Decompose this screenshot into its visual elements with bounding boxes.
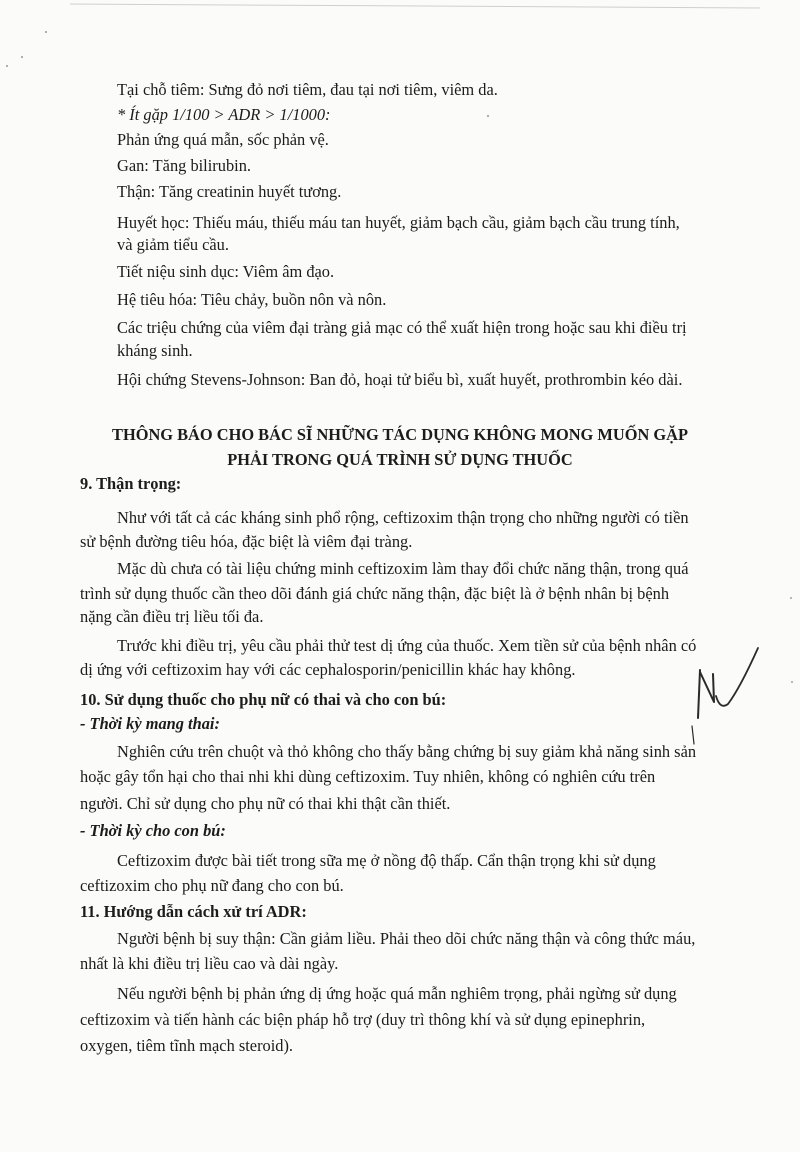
section-9-p3-line-2: dị ứng với ceftizoxim hay với các cephalosporin/penicillin khác hay không. (80, 660, 576, 679)
section-9-p1-line-1: Như với tất cả các kháng sinh phổ rộng, ceftizoxim thận trọng cho những người có tiền (117, 508, 689, 527)
pregnancy-line-3: người. Chỉ sử dụng cho phụ nữ có thai khi thật cần thiết. (80, 794, 451, 813)
adr-colitis-line-1: Các triệu chứng của viêm đại tràng giả mạc có thể xuất hiện trong hoặc sau khi điều trị (117, 318, 687, 337)
section-11-p2-line-1: Nếu người bệnh bị phản ứng dị ứng hoặc quá mẫn nghiêm trọng, phải ngừng sử dụng (117, 984, 677, 1003)
adr-uncommon-heading: * Ít gặp 1/100 > ADR > 1/1000: (117, 105, 331, 124)
section-9-p2-line-3: nặng cần điều trị liều tối đa. (80, 607, 264, 626)
section-11-heading: 11. Hướng dẫn cách xử trí ADR: (80, 902, 307, 921)
section-11-p2-line-2: ceftizoxim và tiến hành các biện pháp hỗ trợ (duy trì thông khí và sử dụng epinephrin, (80, 1010, 646, 1029)
adr-blood-line-1: Huyết học: Thiếu máu, thiếu máu tan huyết, giảm bạch cầu, giảm bạch cầu trung tính, (117, 213, 680, 232)
adr-sjs: Hội chứng Stevens-Johnson: Ban đỏ, hoại tử biểu bì, xuất huyết, prothrombin kéo dài. (117, 370, 683, 389)
lactation-line-2: ceftizoxim cho phụ nữ đang cho con bú. (80, 876, 344, 895)
section-11-p1-line-2: nhất là khi điều trị liều cao và dài ngày. (80, 954, 339, 973)
adr-urogenital: Tiết niệu sinh dục: Viêm âm đạo. (117, 262, 335, 281)
adr-kidney: Thận: Tăng creatinin huyết tương. (117, 182, 342, 201)
adr-injection-site: Tại chỗ tiêm: Sưng đỏ nơi tiêm, đau tại nơi tiêm, viêm da. (117, 80, 498, 99)
adr-blood-line-2: và giảm tiểu cầu. (117, 235, 229, 254)
pregnancy-heading: - Thời kỳ mang thai: (80, 714, 220, 733)
section-9-p2-line-2: trình sử dụng thuốc cần theo dõi đánh giá chức năng thận, đặc biệt là ở bệnh nhân bị bệnh (80, 584, 670, 603)
pregnancy-line-1: Nghiên cứu trên chuột và thỏ không cho thấy bằng chứng bị suy giảm khả năng sinh sản (117, 742, 697, 761)
scan-speck (21, 56, 23, 58)
scan-speck (6, 65, 8, 67)
notice-title-line-1: THÔNG BÁO CHO BÁC SĨ NHỮNG TÁC DỤNG KHÔNG MONG MUỐN GẶP (112, 425, 688, 444)
pregnancy-line-2: hoặc gây tổn hại cho thai nhi khi dùng ceftizoxim. Tuy nhiên, không có nghiên cứu trên (80, 767, 656, 786)
adr-colitis-line-2: kháng sinh. (117, 341, 193, 360)
scan-speck (791, 681, 793, 683)
section-11-p1-line-1: Người bệnh bị suy thận: Cần giảm liều. Phải theo dõi chức năng thận và công thức máu, (117, 929, 696, 948)
section-11-p2-line-3: oxygen, tiêm tĩnh mạch steroid). (80, 1036, 294, 1055)
lactation-heading: - Thời kỳ cho con bú: (80, 821, 226, 840)
section-9-p1-line-2: sử bệnh đường tiêu hóa, đặc biệt là viêm đại tràng. (80, 532, 413, 551)
scan-speck (45, 31, 47, 33)
notice-title-line-2: PHẢI TRONG QUÁ TRÌNH SỬ DỤNG THUỐC (227, 450, 573, 469)
adr-liver: Gan: Tăng bilirubin. (117, 156, 251, 175)
scan-speck (487, 115, 489, 117)
section-9-p2-line-1: Mặc dù chưa có tài liệu chứng minh ceftizoxim làm thay đổi chức năng thận, trong quá (117, 559, 689, 578)
signature-mark (680, 640, 770, 750)
scan-speck (790, 597, 792, 599)
section-9-heading: 9. Thận trọng: (80, 474, 182, 493)
top-scan-edge (70, 4, 760, 8)
section-10-heading: 10. Sử dụng thuốc cho phụ nữ có thai và cho con bú: (80, 690, 447, 709)
section-9-p3-line-1: Trước khi điều trị, yêu cầu phải thử test dị ứng của thuốc. Xem tiền sử của bệnh nhân có (117, 636, 697, 655)
lactation-line-1: Ceftizoxim được bài tiết trong sữa mẹ ở nồng độ thấp. Cẩn thận trọng khi sử dụng (117, 851, 656, 870)
adr-digestive: Hệ tiêu hóa: Tiêu chảy, buồn nôn và nôn. (117, 290, 387, 309)
adr-hypersensitivity: Phản ứng quá mẫn, sốc phản vệ. (117, 130, 329, 149)
